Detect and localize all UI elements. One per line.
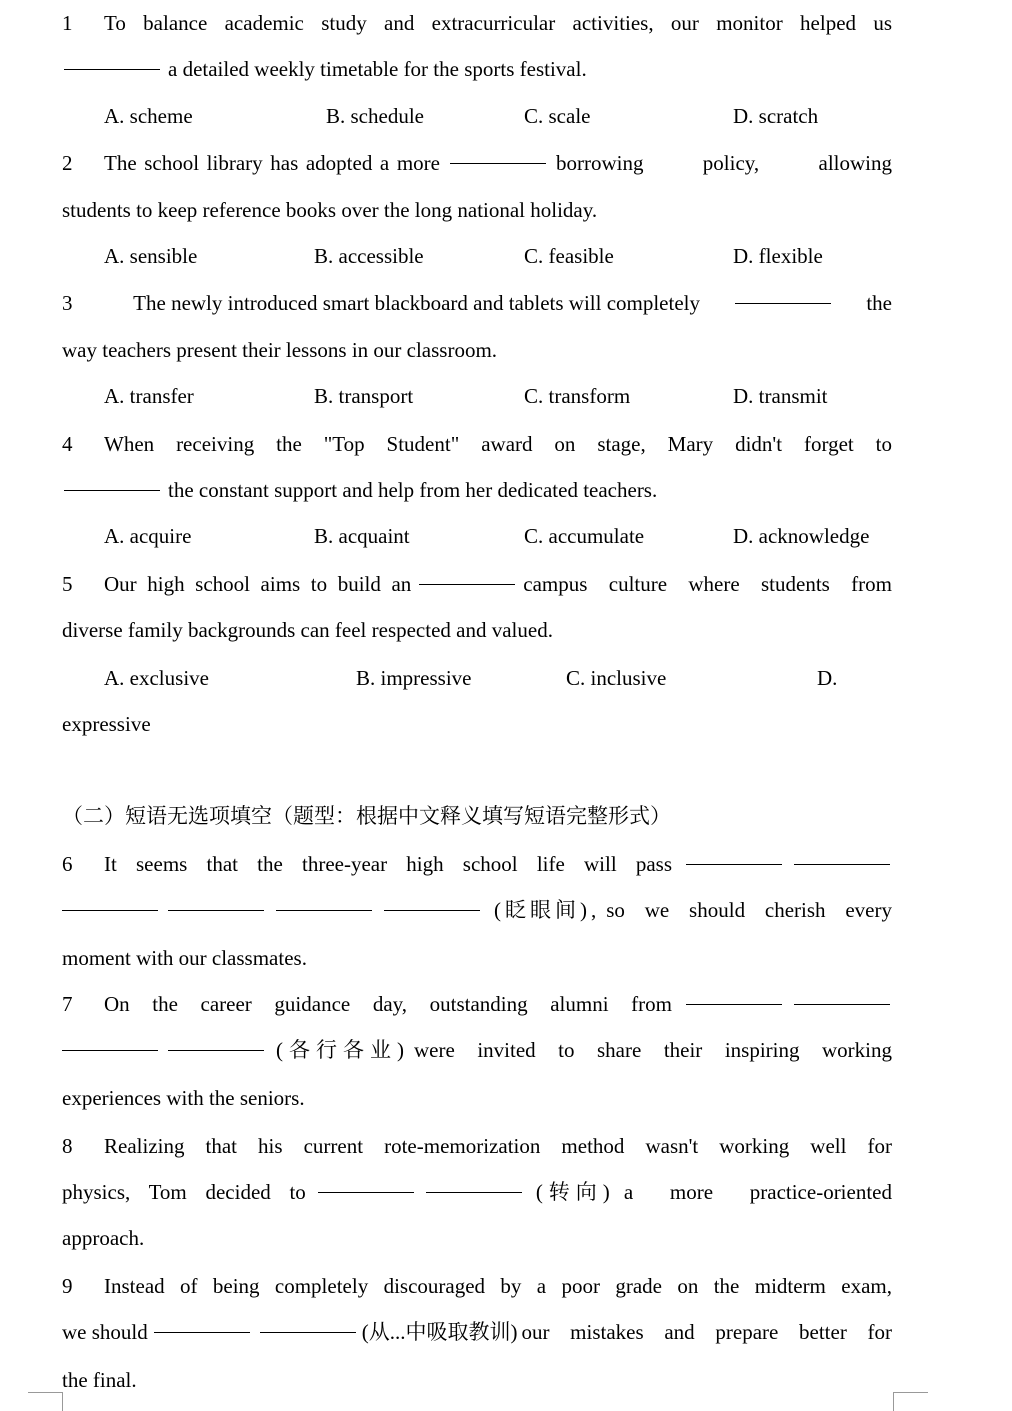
q3-option-b[interactable]: B. transport <box>314 384 414 408</box>
q1-line2 <box>62 54 892 84</box>
q7-stem-3: experiences with the seniors. <box>62 1086 305 1110</box>
q8-line2 <box>62 1177 892 1207</box>
q4-blank[interactable] <box>64 490 160 491</box>
q3-option-c[interactable]: C. transform <box>524 384 631 408</box>
q6-stem-1: It seems that the three-year high school life will pass <box>104 852 672 876</box>
q8-stem-1: Realizing that his current rote-memorization method wasn't working well for <box>104 1134 892 1158</box>
q2-number: 2 <box>62 151 73 175</box>
q9-line2 <box>62 1317 892 1347</box>
q6-blank-2[interactable] <box>794 864 890 865</box>
q3-blank[interactable] <box>735 303 831 304</box>
section-title: （二）短语无选项填空（题型：根据中文释义填写短语完整形式） <box>62 804 671 828</box>
q6-line3 <box>62 943 892 973</box>
q6-stem-2: so we should cherish every <box>606 898 892 922</box>
q2-stem-2: students to keep reference books over the long national holiday. <box>62 198 598 222</box>
q7-blank-3[interactable] <box>62 1050 158 1051</box>
q6-blank-3[interactable] <box>62 910 158 911</box>
q8-blank-1[interactable] <box>318 1192 414 1193</box>
page-corner-mark-left <box>28 1392 63 1411</box>
q2-stem-before: The school library has adopted a more <box>104 151 440 175</box>
q6-blank-5[interactable] <box>276 910 372 911</box>
q6-blank-6[interactable] <box>384 910 480 911</box>
q4-line1 <box>62 429 892 459</box>
q5-blank[interactable] <box>419 584 515 585</box>
q1-option-b[interactable]: B. schedule <box>326 104 424 128</box>
q4-option-d[interactable]: D. acknowledge <box>733 524 870 548</box>
q3-line2 <box>62 335 892 365</box>
q5-option-d[interactable]: D. <box>817 666 838 690</box>
q8-blank-2[interactable] <box>426 1192 522 1193</box>
q2-blank[interactable] <box>450 163 546 164</box>
q7-stem-1: On the career guidance day, outstanding alumni from <box>104 992 672 1016</box>
q5-option-a[interactable]: A. exclusive <box>104 666 209 690</box>
q2-option-a[interactable]: A. sensible <box>104 244 198 268</box>
q6-hint: (眨眼间), <box>494 898 601 922</box>
q8-stem-after: a more practice-oriented <box>623 1180 892 1204</box>
q7-blank-4[interactable] <box>168 1050 264 1051</box>
q9-hint: (从...中吸取教训) <box>361 1320 518 1344</box>
q1-blank[interactable] <box>64 69 160 70</box>
q4-stem-2: the constant support and help from her dedicated teachers. <box>168 478 658 502</box>
q8-line3 <box>62 1223 892 1253</box>
q2-stem-after: borrowing policy, allowing <box>556 151 892 175</box>
q8-line1 <box>62 1131 892 1161</box>
q2-option-b[interactable]: B. accessible <box>314 244 424 268</box>
q2-option-d[interactable]: D. flexible <box>733 244 823 268</box>
q7-line2 <box>62 1035 892 1065</box>
q2-option-c[interactable]: C. feasible <box>524 244 614 268</box>
q5-stem-after: campus culture where students from <box>523 572 892 596</box>
q1-line1 <box>62 8 892 38</box>
q3-line1 <box>62 288 892 318</box>
q5-number: 5 <box>62 572 73 596</box>
q4-option-a[interactable]: A. acquire <box>104 524 192 548</box>
q6-line2 <box>62 895 892 925</box>
q3-stem-after: the <box>866 291 892 315</box>
q7-line3 <box>62 1083 892 1113</box>
q7-line1 <box>62 989 892 1019</box>
q9-number: 9 <box>62 1274 73 1298</box>
q1-number: 1 <box>62 11 73 35</box>
q2-line1 <box>62 148 892 178</box>
q4-option-b[interactable]: B. acquaint <box>314 524 410 548</box>
q9-stem-1: Instead of being completely discouraged by a poor grade on the midterm exam, <box>104 1274 892 1298</box>
q9-blank-1[interactable] <box>154 1332 250 1333</box>
q3-option-a[interactable]: A. transfer <box>104 384 194 408</box>
q5-line2 <box>62 615 892 645</box>
q1-option-d[interactable]: D. scratch <box>733 104 819 128</box>
q5-stem-2: diverse family backgrounds can feel respected and valued. <box>62 618 553 642</box>
q6-stem-3: moment with our classmates. <box>62 946 307 970</box>
q1-option-a[interactable]: A. scheme <box>104 104 193 128</box>
q4-stem-1: When receiving the "Top Student" award on stage, Mary didn't forget to <box>104 432 892 456</box>
q1-stem-2: a detailed weekly timetable for the sports festival. <box>168 57 587 81</box>
q5-line1 <box>62 569 892 599</box>
q6-blank-1[interactable] <box>686 864 782 865</box>
q3-option-d[interactable]: D. transmit <box>733 384 828 408</box>
q9-line1 <box>62 1271 892 1301</box>
q8-hint: (转向) <box>535 1180 616 1204</box>
q9-stem-after: our mistakes and prepare better for <box>521 1320 892 1344</box>
q8-stem-before: physics, Tom decided to <box>62 1180 306 1204</box>
q7-stem-2: were invited to share their inspiring working <box>414 1038 892 1062</box>
q7-blank-1[interactable] <box>686 1004 782 1005</box>
q5-stem-before: Our high school aims to build an <box>104 572 412 596</box>
q2-line2 <box>62 195 892 225</box>
q3-number: 3 <box>62 291 73 315</box>
q4-line2 <box>62 475 892 505</box>
q3-stem-2: way teachers present their lessons in our classroom. <box>62 338 498 362</box>
q4-number: 4 <box>62 432 73 456</box>
q1-option-c[interactable]: C. scale <box>524 104 591 128</box>
q3-stem-before: The newly introduced smart blackboard and tablets will completely <box>133 291 700 315</box>
q6-blank-4[interactable] <box>168 910 264 911</box>
q9-line3 <box>62 1365 892 1395</box>
q1-stem-1: To balance academic study and extracurricular activities, our monitor helped us <box>104 11 892 35</box>
q7-hint: (各行各业) <box>276 1038 410 1062</box>
q9-stem-before: we should <box>62 1320 148 1344</box>
q7-blank-2[interactable] <box>794 1004 890 1005</box>
q5-option-c[interactable]: C. inclusive <box>566 666 667 690</box>
q8-number: 8 <box>62 1134 73 1158</box>
q5-option-d-text[interactable]: expressive <box>62 712 151 736</box>
q8-stem-3: approach. <box>62 1226 145 1250</box>
q6-number: 6 <box>62 852 73 876</box>
q5-option-b[interactable]: B. impressive <box>356 666 472 690</box>
q4-option-c[interactable]: C. accumulate <box>524 524 645 548</box>
q9-blank-2[interactable] <box>260 1332 356 1333</box>
page-corner-mark-right <box>893 1392 928 1411</box>
q7-number: 7 <box>62 992 73 1016</box>
q6-line1 <box>62 849 892 879</box>
q9-stem-3: the final. <box>62 1368 137 1392</box>
